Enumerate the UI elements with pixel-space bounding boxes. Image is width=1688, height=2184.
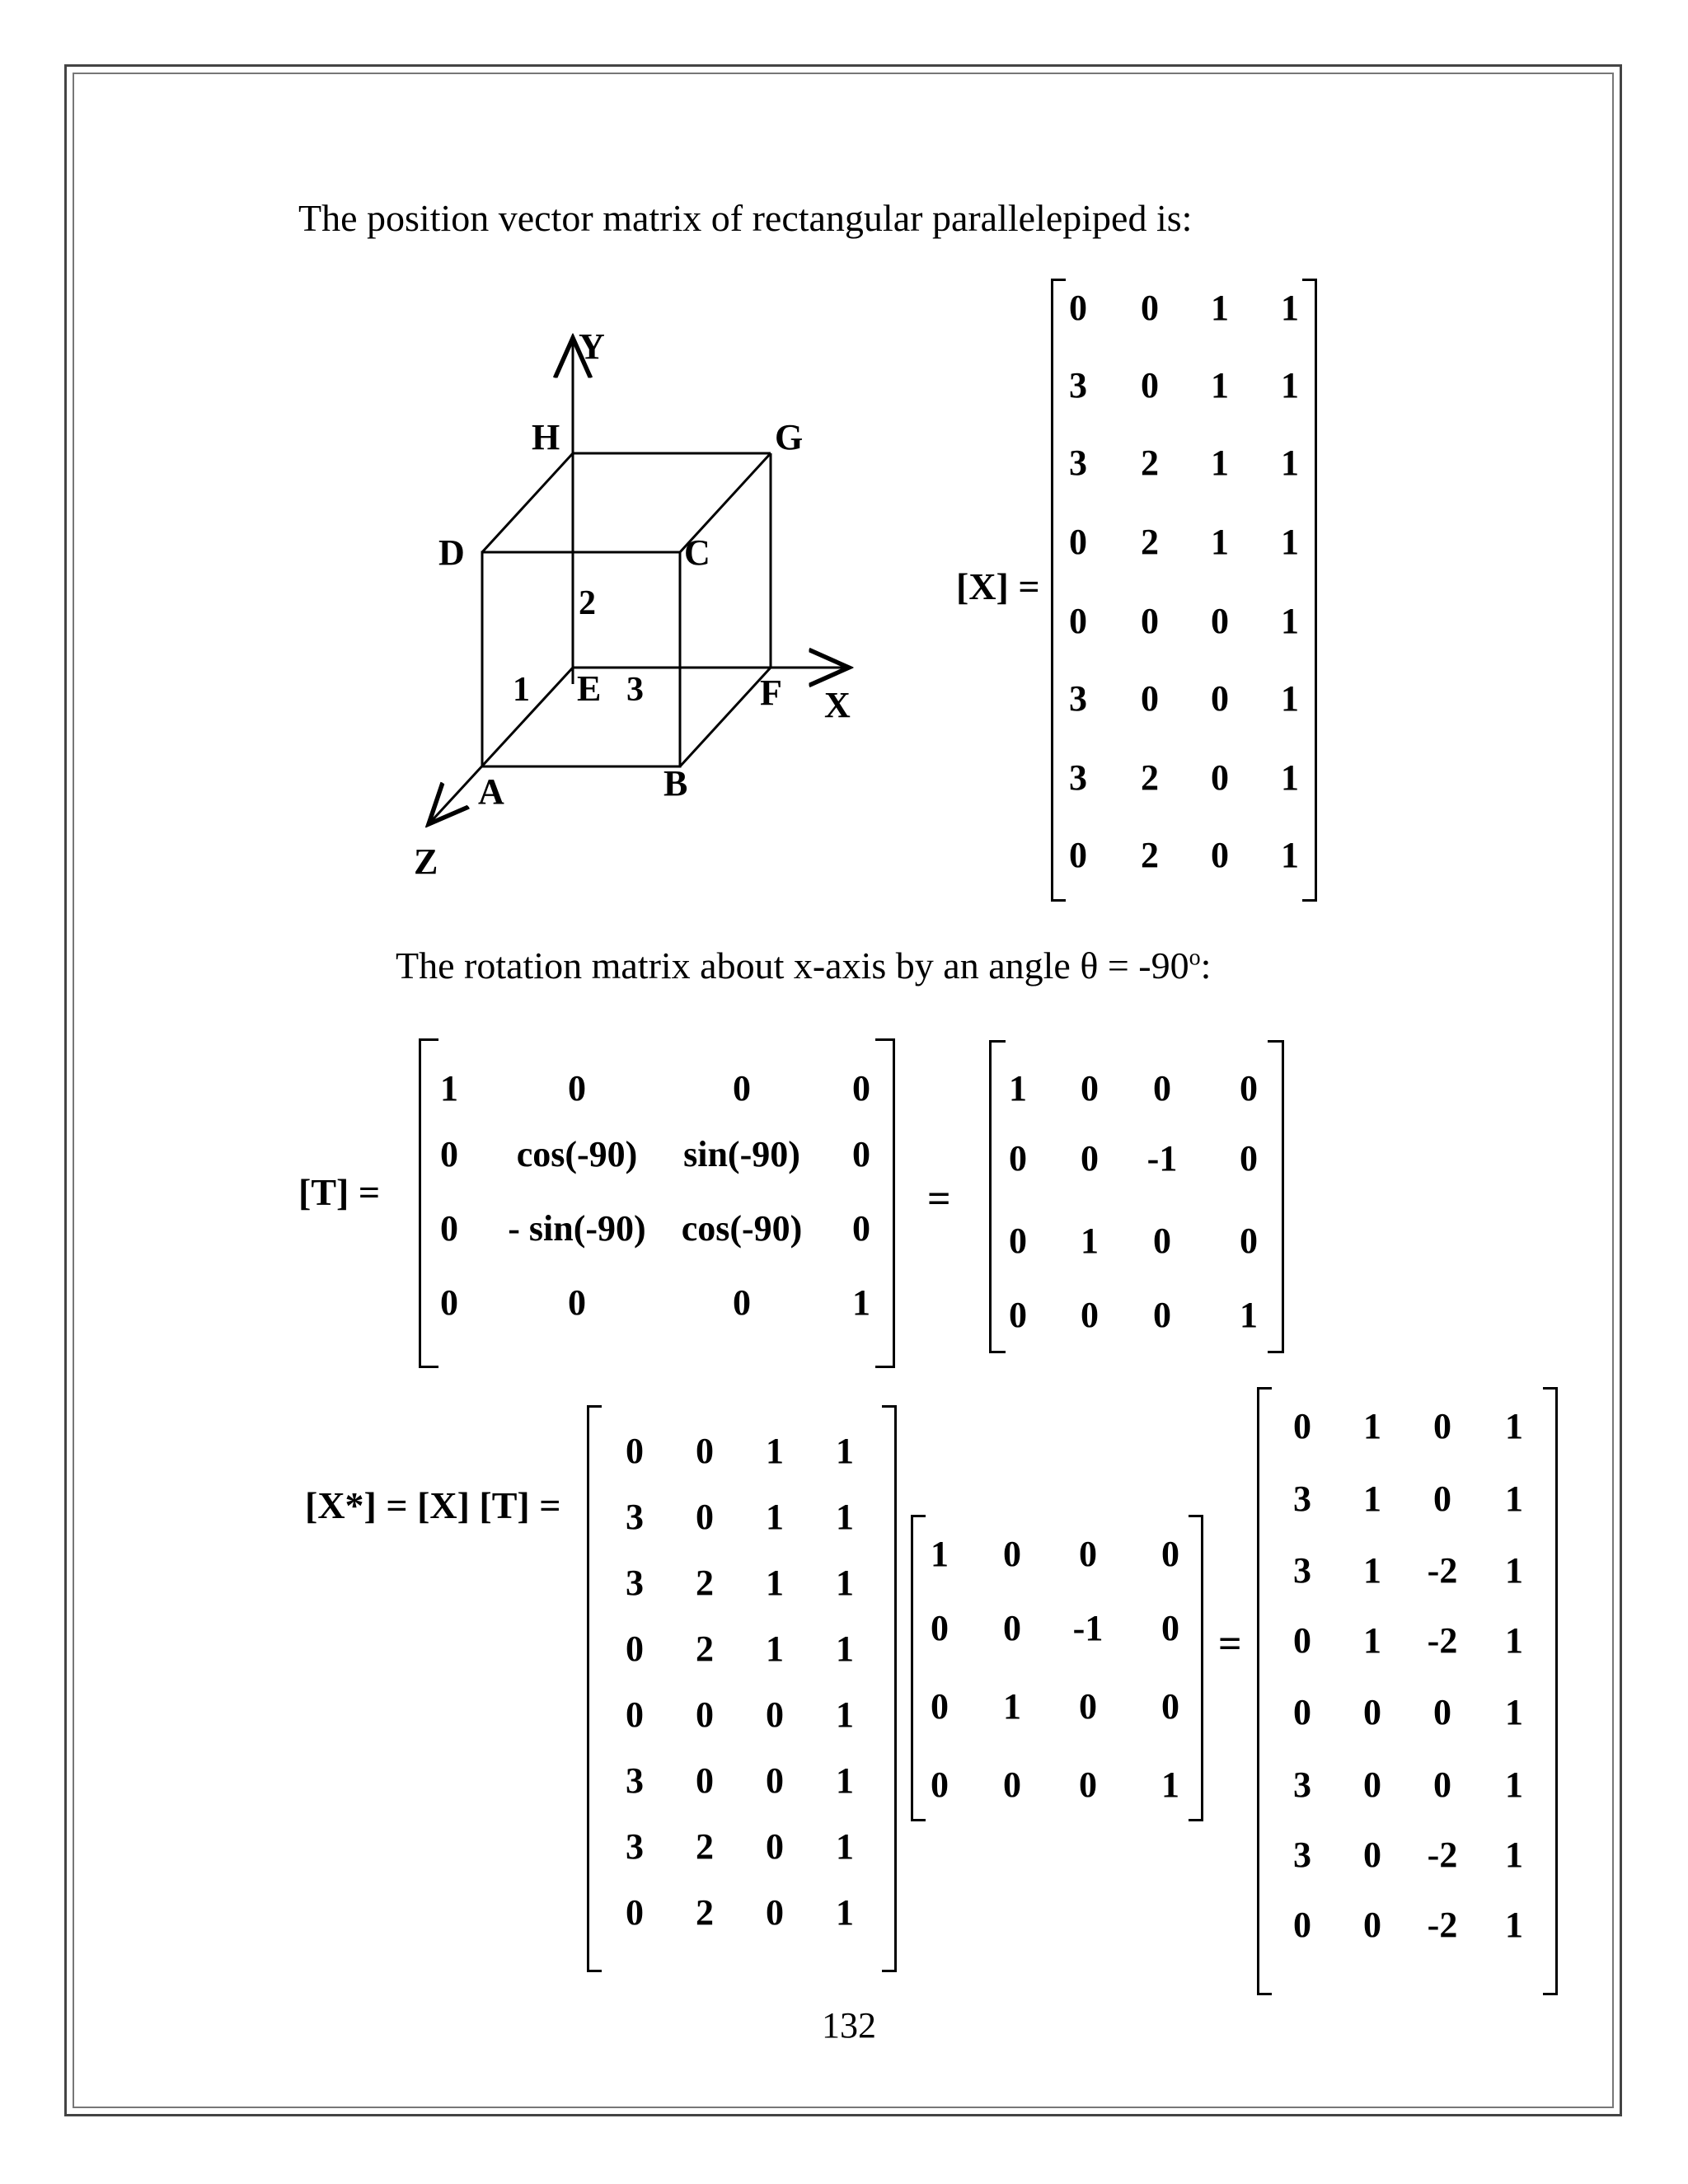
matrix-t-label: [T] = [298, 1171, 381, 1213]
matrix-cell: 0 [931, 1765, 949, 1805]
matrix-cell: 1 [1281, 678, 1299, 719]
matrix-cell: 0 [1081, 1295, 1099, 1335]
matrix-cell: 0 [1240, 1068, 1258, 1108]
matrix-cell: 0 [1003, 1765, 1021, 1805]
axis-label-z: Z [414, 841, 438, 882]
matrix-cell: 1 [766, 1497, 784, 1537]
matrix-cell: 1 [1003, 1686, 1021, 1727]
matrix-cell: - sin(-90) [508, 1208, 646, 1249]
matrix-cell: 3 [626, 1563, 644, 1603]
matrix-cell: 1 [1505, 1479, 1523, 1519]
matrix-cell: 1 [1505, 1835, 1523, 1875]
matrix-cell: -1 [1146, 1138, 1178, 1179]
matrix-cell: 1 [836, 1826, 854, 1867]
matrix-cell: 0 [766, 1694, 784, 1735]
matrix-t-equals: = [927, 1175, 951, 1221]
matrix-cell: 1 [1281, 288, 1299, 328]
matrix-cell: -2 [1427, 1550, 1458, 1591]
matrix-cell: 0 [568, 1068, 586, 1108]
matrix-cell: 0 [1240, 1221, 1258, 1261]
matrix-cell: 0 [1433, 1479, 1451, 1519]
matrix-cell: 3 [1069, 365, 1087, 405]
matrix-cell: 0 [440, 1282, 458, 1323]
matrix-cell: 1 [836, 1497, 854, 1537]
matrix-cell: 0 [1211, 678, 1229, 719]
matrix-cell: 0 [733, 1068, 751, 1108]
matrix-cell: 1 [836, 1629, 854, 1669]
matrix-cell: 0 [1141, 288, 1159, 328]
matrix-cell: 1 [1505, 1550, 1523, 1591]
matrix-cell: 0 [766, 1760, 784, 1801]
matrix-cell: 0 [852, 1134, 870, 1174]
matrix-cell: 2 [1141, 757, 1159, 798]
matrix-cell: 1 [1281, 601, 1299, 641]
matrix-cell: 1 [1240, 1295, 1258, 1335]
matrix-cell: 1 [1505, 1905, 1523, 1945]
matrix-cell: 0 [1079, 1686, 1097, 1727]
matrix-cell: 0 [852, 1068, 870, 1108]
matrix-cell: 1 [836, 1892, 854, 1933]
matrix-cell: sin(-90) [683, 1134, 800, 1174]
matrix-cell: 0 [1141, 678, 1159, 719]
matrix-cell: 1 [1281, 365, 1299, 405]
matrix-cell: 0 [1240, 1138, 1258, 1179]
matrix-cell: 0 [696, 1497, 714, 1537]
matrix-cell: 0 [1363, 1765, 1381, 1805]
matrix-cell: 2 [696, 1629, 714, 1669]
matrix-cell: 0 [1153, 1221, 1171, 1261]
matrix-cell: 1 [1363, 1479, 1381, 1519]
matrix-cell: cos(-90) [516, 1134, 638, 1174]
matrix-cell: 1 [836, 1760, 854, 1801]
vertex-label-e: E [577, 668, 602, 709]
matrix-cell: 0 [931, 1686, 949, 1727]
matrix-cell: 0 [931, 1608, 949, 1648]
matrix-cell: 0 [1069, 835, 1087, 875]
matrix-cell: 0 [696, 1431, 714, 1471]
matrix-cell: 0 [1433, 1406, 1451, 1446]
matrix-cell: 0 [1009, 1295, 1027, 1335]
matrix-cell: 0 [1211, 601, 1229, 641]
matrix-cell: 0 [733, 1282, 751, 1323]
matrix-cell: 0 [1079, 1765, 1097, 1805]
matrix-cell: 1 [766, 1629, 784, 1669]
matrix-cell: 2 [696, 1563, 714, 1603]
matrix-cell: 1 [1505, 1620, 1523, 1661]
vertex-label-f: F [760, 673, 782, 713]
product-equals: = [1218, 1620, 1242, 1666]
matrix-cell: 2 [696, 1826, 714, 1867]
matrix-cell: -2 [1427, 1620, 1458, 1661]
matrix-cell: 0 [1433, 1765, 1451, 1805]
matrix-cell: 2 [1141, 443, 1159, 483]
matrix-cell: 0 [1069, 601, 1087, 641]
matrix-cell: 0 [568, 1282, 586, 1323]
matrix-cell: 0 [1009, 1221, 1027, 1261]
matrix-cell: 2 [696, 1892, 714, 1933]
matrix-cell: 3 [1069, 443, 1087, 483]
matrix-cell: 1 [1363, 1406, 1381, 1446]
dimension-width: 3 [626, 671, 644, 709]
matrix-cell: 1 [1281, 522, 1299, 562]
matrix-cell: 0 [1211, 835, 1229, 875]
matrix-cell: 1 [1211, 288, 1229, 328]
matrix-cell: 3 [1293, 1550, 1311, 1591]
matrix-cell: 0 [626, 1892, 644, 1933]
matrix-cell: 1 [836, 1431, 854, 1471]
matrix-cell: 0 [1211, 757, 1229, 798]
matrix-cell: 0 [440, 1208, 458, 1249]
matrix-cell: 1 [931, 1534, 949, 1574]
matrix-cell: 3 [1069, 678, 1087, 719]
matrix-cell: 0 [626, 1629, 644, 1669]
matrix-cell: 0 [1161, 1534, 1179, 1574]
matrix-cell: 0 [1009, 1138, 1027, 1179]
matrix-cell: 0 [1363, 1692, 1381, 1732]
matrix-cell: 1 [1281, 443, 1299, 483]
matrix-cell: 0 [696, 1760, 714, 1801]
matrix-cell: 0 [1079, 1534, 1097, 1574]
matrix-cell: 3 [626, 1760, 644, 1801]
matrix-cell: 0 [766, 1826, 784, 1867]
matrix-cell: 0 [1003, 1534, 1021, 1574]
matrix-cell: 1 [1363, 1620, 1381, 1661]
matrix-cell: 1 [1161, 1765, 1179, 1805]
matrix-cell: 1 [1505, 1765, 1523, 1805]
product-x-left-bracket [587, 1405, 602, 1972]
matrix-cell: 1 [836, 1563, 854, 1603]
matrix-cell: 1 [1363, 1550, 1381, 1591]
dimension-depth: 1 [513, 671, 530, 709]
matrix-cell: 1 [766, 1563, 784, 1603]
matrix-cell: 3 [1293, 1765, 1311, 1805]
matrix-cell: 2 [1141, 522, 1159, 562]
matrix-cell: 3 [626, 1497, 644, 1537]
matrix-cell: 0 [766, 1892, 784, 1933]
matrix-cell: 3 [1293, 1479, 1311, 1519]
matrix-cell: 1 [440, 1068, 458, 1108]
matrix-cell: 0 [852, 1208, 870, 1249]
product-label: [X*] = [X] [T] = [305, 1484, 561, 1526]
matrix-cell: 1 [1505, 1406, 1523, 1446]
matrix-cell: 1 [1281, 757, 1299, 798]
vertex-label-c: C [684, 532, 710, 573]
matrix-cell: 1 [836, 1694, 854, 1735]
matrix-cell: 0 [1293, 1620, 1311, 1661]
matrix-cell: -1 [1072, 1608, 1104, 1648]
matrix-cell: 0 [1153, 1295, 1171, 1335]
matrix-cell: -2 [1427, 1835, 1458, 1875]
matrix-cell: 0 [1141, 601, 1159, 641]
matrix-cell: 0 [1161, 1608, 1179, 1648]
matrix-cell: 0 [1003, 1608, 1021, 1648]
matrix-cell: 0 [1363, 1835, 1381, 1875]
page-number: 132 [822, 2005, 876, 2046]
matrix-cell: 0 [696, 1694, 714, 1735]
matrix-cell: 0 [626, 1431, 644, 1471]
matrix-cell: 0 [1141, 365, 1159, 405]
matrix-cell: 1 [1081, 1221, 1099, 1261]
intro-text: The position vector matrix of rectangular parallelepiped is: [298, 197, 1193, 239]
matrix-cell: 0 [440, 1134, 458, 1174]
matrix-cell: 3 [1069, 757, 1087, 798]
axis-label-y: Y [579, 326, 605, 367]
matrix-cell: 1 [1281, 835, 1299, 875]
matrix-cell: 0 [1161, 1686, 1179, 1727]
vertex-label-b: B [663, 763, 688, 804]
matrix-cell: 0 [1081, 1068, 1099, 1108]
matrix-cell: -2 [1427, 1905, 1458, 1945]
axis-label-x: X [824, 685, 851, 725]
matrix-cell: cos(-90) [681, 1208, 803, 1249]
vertex-label-a: A [478, 771, 504, 812]
matrix-cell: 3 [1293, 1835, 1311, 1875]
matrix-cell: 1 [1009, 1068, 1027, 1108]
rotation-text: The rotation matrix about x-axis by an angle $\theta = -90^o$: [396, 944, 1212, 987]
matrix-cell: 0 [1293, 1692, 1311, 1732]
matrix-cell: 0 [1293, 1406, 1311, 1446]
matrix-x-label: [X] = [956, 565, 1040, 607]
matrix-cell: 0 [1293, 1905, 1311, 1945]
matrix-cell: 0 [1363, 1905, 1381, 1945]
parallelepiped-diagram [363, 313, 923, 890]
matrix-cell: 1 [1505, 1692, 1523, 1732]
matrix-cell: 0 [1153, 1068, 1171, 1108]
matrix-cell: 0 [626, 1694, 644, 1735]
matrix-cell: 1 [1211, 443, 1229, 483]
matrix-cell: 2 [1141, 835, 1159, 875]
matrix-cell: 0 [1433, 1692, 1451, 1732]
matrix-cell: 0 [1069, 522, 1087, 562]
matrix-cell: 3 [626, 1826, 644, 1867]
vertex-label-h: H [532, 417, 560, 457]
matrix-cell: 1 [852, 1282, 870, 1323]
matrix-cell: 1 [1211, 522, 1229, 562]
matrix-cell: 1 [1211, 365, 1229, 405]
dimension-height: 2 [579, 584, 596, 622]
vertex-label-d: D [438, 532, 465, 573]
matrix-cell: 0 [1081, 1138, 1099, 1179]
matrix-cell: 0 [1069, 288, 1087, 328]
vertex-label-g: G [775, 417, 804, 457]
matrix-cell: 1 [766, 1431, 784, 1471]
